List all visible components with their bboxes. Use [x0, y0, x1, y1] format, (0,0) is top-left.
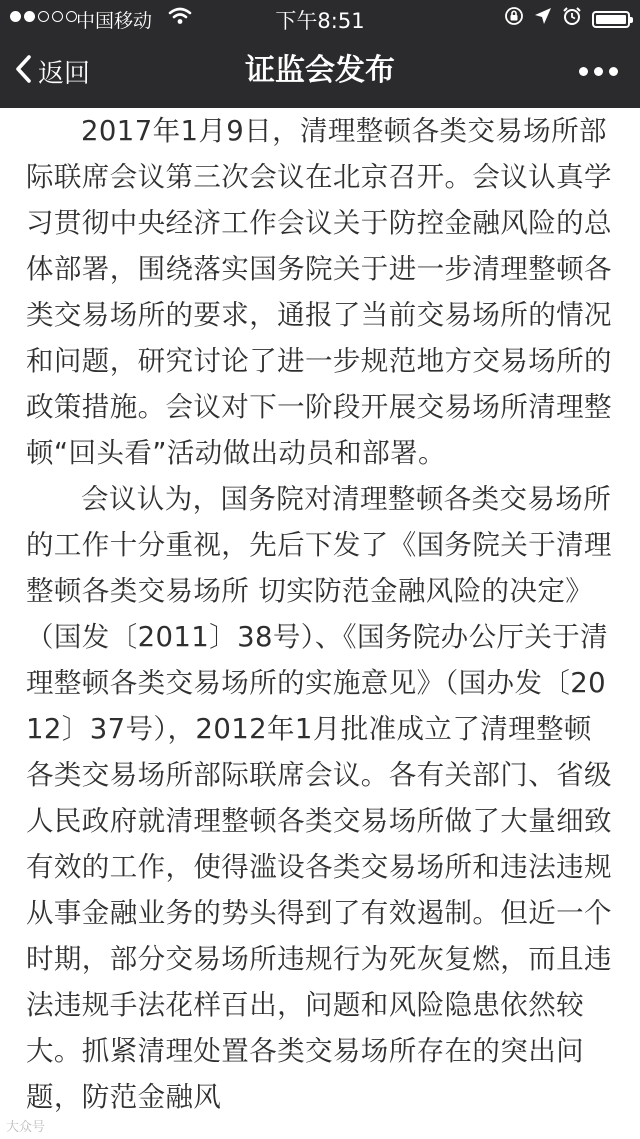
- status-icons: [504, 6, 630, 32]
- back-button[interactable]: [14, 34, 90, 108]
- nav-bar: [0, 34, 640, 108]
- watermark-text: 大众号: [6, 1120, 46, 1135]
- status-bar: [0, 0, 640, 34]
- location-arrow-icon: [534, 7, 552, 31]
- back-label: 返回: [38, 58, 91, 89]
- article-body: [26, 108, 618, 1139]
- watermark-logo: [6, 1116, 45, 1135]
- more-dot: [609, 67, 618, 76]
- article-paragraph: 2017年1月9日，清理整顿各类交易场所部际联席会议第三次会议在北京召开。会议认真学习贯彻中央经济工作会议关于防控金融风险的总体部署，围绕落实国务院关于进一步清理整顿各类交易场所的要求，通报了当前交易场所的情况和问题，研究讨论了进一步规范地方交易场所的政策措施。会议对下一阶段开展交易场所清理整顿“回头看”活动做出动员和部署。: [26, 115, 612, 469]
- battery-icon: [592, 11, 630, 28]
- more-dot: [579, 67, 588, 76]
- article-paragraph: 会议认为，国务院对清理整顿各类交易场所的工作十分重视，先后下发了《国务院关于清理整顿各类交易场所 切实防范金融风险的决定》（国发〔2011〕38号）、《国务院办公厅关于清理整顿各类交易场所的实施意见》（国办发〔2012〕37号），2012年1月批准成立了清理整顿各类交易场所部际联席会议。各有关部门、省级人民政府就清理整顿各类交易场所做了大量细致有效的工作，使得滥设各类交易场所和违法违规从事金融业务的势头得到了有效遏制。但近一个时期，部分交易场所违规行为死灰复燃，而且违法违规手法花样百出，问题和风险隐患依然较大。抓紧清理处置各类交易场所存在的突出问题，防范金融风: [26, 483, 612, 1113]
- status-time: 下午8:51: [275, 9, 365, 33]
- battery-level: [596, 15, 626, 24]
- page-title: 证监会发布: [245, 53, 395, 88]
- more-dot: [594, 67, 603, 76]
- orientation-lock-icon: [504, 6, 524, 32]
- more-dots-icon[interactable]: [579, 34, 618, 108]
- carrier-name: 中国移动: [76, 10, 153, 32]
- alarm-clock-icon: [562, 6, 582, 32]
- chevron-left-icon: [14, 54, 32, 88]
